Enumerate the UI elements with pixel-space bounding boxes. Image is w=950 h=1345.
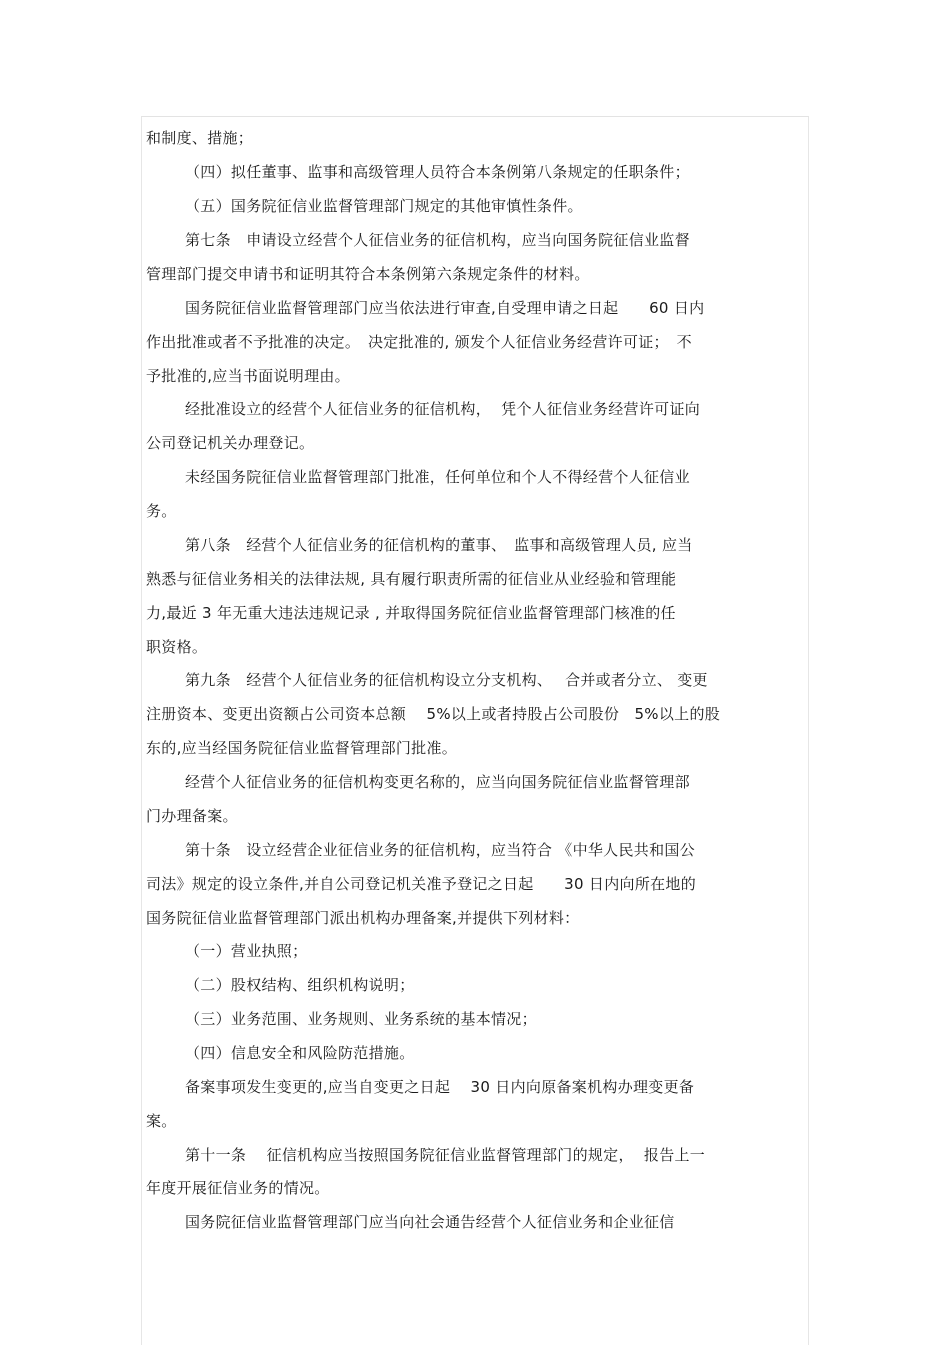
list-item: （一）营业执照； — [185, 942, 308, 960]
text-line: 国务院征信业监督管理部门应当向社会通告经营个人征信业务和企业征信 — [185, 1213, 675, 1231]
article-9-heading-line: 第九条 经营个人征信业务的征信机构设立分支机构、 合并或者分立、 变更 — [185, 671, 708, 689]
text-line: 东的,应当经国务院征信业监督管理部门批准。 — [146, 739, 458, 757]
article-11-heading-line: 第十一条 征信机构应当按照国务院征信业监督管理部门的规定， 报告上一 — [185, 1146, 706, 1164]
text-line: 国务院征信业监督管理部门派出机构办理备案,并提供下列材料： — [146, 909, 580, 927]
article-10-heading-line: 第十条 设立经营企业征信业务的征信机构，应当符合 《中华人民共和国公 — [185, 841, 695, 859]
text-line: 管理部门提交申请书和证明其符合本条例第六条规定条件的材料。 — [146, 265, 590, 283]
text-line: 备案事项发生变更的,应当自变更之日起 30 日内向原备案机构办理变更备 — [185, 1078, 695, 1096]
text-line: 国务院征信业监督管理部门应当依法进行审查,自受理申请之日起 60 日内 — [185, 299, 705, 317]
text-line: 注册资本、变更出资额占公司资本总额 5%以上或者持股占公司股份 5%以上的股 — [146, 705, 721, 723]
text-line: 经营个人征信业务的征信机构变更名称的，应当向国务院征信业监督管理部 — [185, 773, 690, 791]
list-item: （三）业务范围、业务规则、业务系统的基本情况； — [185, 1010, 537, 1028]
text-line: 司法》规定的设立条件,并自公司登记机关准予登记之日起 30 日内向所在地的 — [146, 875, 697, 893]
text-line: （五）国务院征信业监督管理部门规定的其他审慎性条件。 — [185, 197, 583, 215]
text-line: 未经国务院征信业监督管理部门批准，任何单位和个人不得经营个人征信业 — [185, 468, 690, 486]
text-line: 作出批准或者不予批准的决定。 决定批准的, 颁发个人征信业务经营许可证； 不 — [146, 333, 692, 351]
list-item: （二）股权结构、组织机构说明； — [185, 976, 415, 994]
text-line: 熟悉与征信业务相关的法律法规, 具有履行职责所需的征信业从业经验和管理能 — [146, 570, 677, 588]
text-line: 力,最近 3 年无重大违法违规记录 , 并取得国务院征信业监督管理部门核准的任 — [146, 604, 676, 622]
article-8-heading-line: 第八条 经营个人征信业务的征信机构的董事、 监事和高级管理人员, 应当 — [185, 536, 693, 554]
text-line: 门办理备案。 — [146, 807, 238, 825]
text-line: 公司登记机关办理登记。 — [146, 434, 315, 452]
text-line: 予批准的,应当书面说明理由。 — [146, 367, 350, 385]
text-line: 案。 — [146, 1112, 177, 1130]
text-line: 和制度、措施； — [146, 129, 254, 147]
text-line: 务。 — [146, 502, 177, 520]
text-line: 经批准设立的经营个人征信业务的征信机构， 凭个人征信业务经营许可证向 — [185, 400, 701, 418]
text-line: 职资格。 — [146, 638, 208, 656]
text-line: 年度开展征信业务的情况。 — [146, 1179, 330, 1197]
article-7-heading-line: 第七条 申请设立经营个人征信业务的征信机构，应当向国务院征信业监督 — [185, 231, 690, 249]
text-line: （四）拟任董事、监事和高级管理人员符合本条例第八条规定的任职条件； — [185, 163, 690, 181]
list-item: （四）信息安全和风险防范措施。 — [185, 1044, 415, 1062]
